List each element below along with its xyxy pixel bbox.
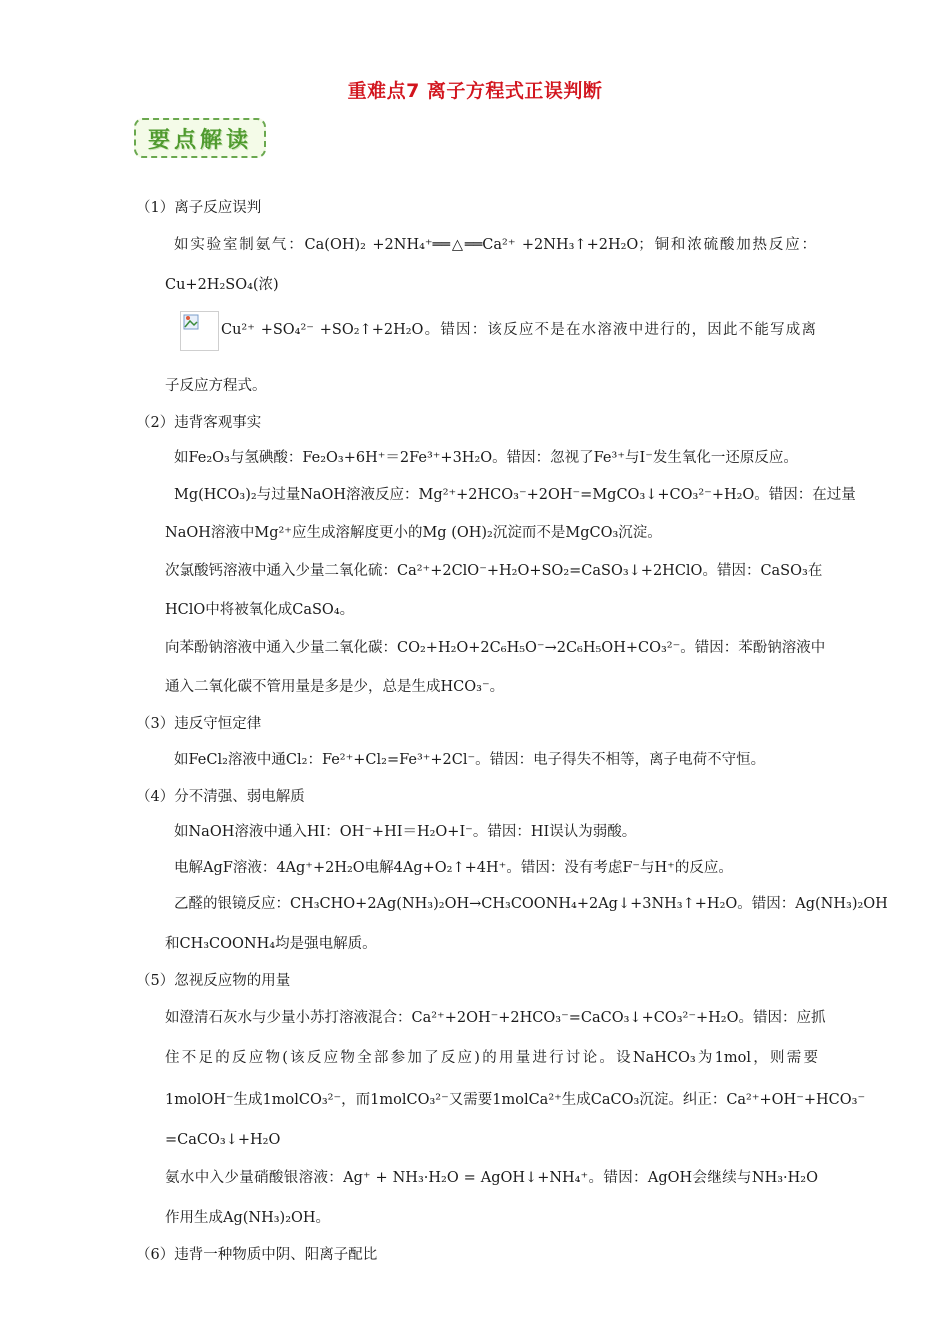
heading-3: （3）违反守恒定律 [136,716,262,732]
text-line: 氨水中入少量硝酸银溶液：Ag⁺ + NH₃·H₂O = AgOH↓+NH₄⁺。错因：AgOH会继续与NH₃·H₂O [165,1170,818,1186]
text-line: 次氯酸钙溶液中通入少量二氧化硫：Ca²⁺+2ClO⁻+H₂O+SO₂=CaSO₃↓+2HClO。错因：CaSO₃在 [165,563,823,579]
text-line: 如NaOH溶液中通入HI：OH⁻+HI＝H₂O+I⁻。错因：HI误认为弱酸。 [174,824,637,840]
text-line: 如FeCl₂溶液中通Cl₂：Fe²⁺+Cl₂=Fe³⁺+2Cl⁻。错因：电子得失不相等，离子电荷不守恒。 [174,752,766,768]
text-line: Cu+2H₂SO₄(浓) [165,277,279,293]
text-line: Cu²⁺ +SO₄²⁻ +SO₂↑+2H₂O。错因：该反应不是在水溶液中进行的，因此不能写成离 [221,322,816,338]
text-line: 电解AgF溶液：4Ag⁺+2H₂O电解4Ag+O₂↑+4H⁺。错因：没有考虑F⁻与H⁺的反应。 [174,860,733,876]
text-line: 作用生成Ag(NH₃)₂OH。 [165,1210,331,1226]
heading-2: （2）违背客观事实 [136,415,262,431]
text-line: 通入二氧化碳不管用量是多是少，总是生成HCO₃⁻。 [165,679,505,695]
heading-1: （1）离子反应误判 [136,200,262,216]
text-line: NaOH溶液中Mg²⁺应生成溶解度更小的Mg (OH)₂沉淀而不是MgCO₃沉淀。 [165,525,662,541]
text-line: 和CH₃COONH₄均是强电解质。 [165,936,377,952]
text-line: 向苯酚钠溶液中通入少量二氧化碳：CO₂+H₂O+2C₆H₅O⁻→2C₆H₅OH+CO₃²⁻。错因：苯酚钠溶液中 [165,640,826,656]
text-line: 乙醛的银镜反应：CH₃CHO+2Ag(NH₃)₂OH→CH₃COONH₄+2Ag↓+3NH₃↑+H₂O。错因：Ag(NH₃)₂OH [174,896,888,912]
text-line: 子反应方程式。 [165,378,267,394]
text-line: =CaCO₃↓+H₂O [165,1132,281,1148]
text-line: 1molOH⁻生成1molCO₃²⁻，而1molCO₃²⁻又需要1molCa²⁺生成CaCO₃沉淀。纠正：Ca²⁺+OH⁻+HCO₃⁻ [165,1092,866,1108]
section-badge [134,118,266,158]
text-line: 住不足的反应物(该反应物全部参加了反应)的用量进行讨论。设NaHCO₃为1mol，则需要 [165,1050,818,1066]
heading-6: （6）违背一种物质中阴、阳离子配比 [136,1247,378,1263]
page-title: 重难点7 离子方程式正误判断 [347,80,603,102]
text-line: 如实验室制氨气：Ca(OH)₂ +2NH₄⁺══△══Ca²⁺ +2NH₃↑+2H₂O；铜和浓硫酸加热反应： [174,237,816,253]
text-line: 如Fe₂O₃与氢碘酸：Fe₂O₃+6H⁺＝2Fe³⁺+3H₂O。错因：忽视了Fe³⁺与I⁻发生氧化一还原反应。 [174,450,798,466]
broken-image-icon [180,311,219,351]
text-line: 如澄清石灰水与少量小苏打溶液混合：Ca²⁺+2OH⁻+2HCO₃⁻=CaCO₃↓+CO₃²⁻+H₂O。错因：应抓 [165,1010,826,1026]
badge-label: 要点解读 [147,127,252,153]
text-line: HClO中将被氧化成CaSO₄。 [165,602,355,618]
text-line: Mg(HCO₃)₂与过量NaOH溶液反应：Mg²⁺+2HCO₃⁻+2OH⁻=MgCO₃↓+CO₃²⁻+H₂O。错因：在过量 [174,487,856,503]
heading-4: （4）分不清强、弱电解质 [136,789,305,805]
heading-5: （5）忽视反应物的用量 [136,973,291,989]
